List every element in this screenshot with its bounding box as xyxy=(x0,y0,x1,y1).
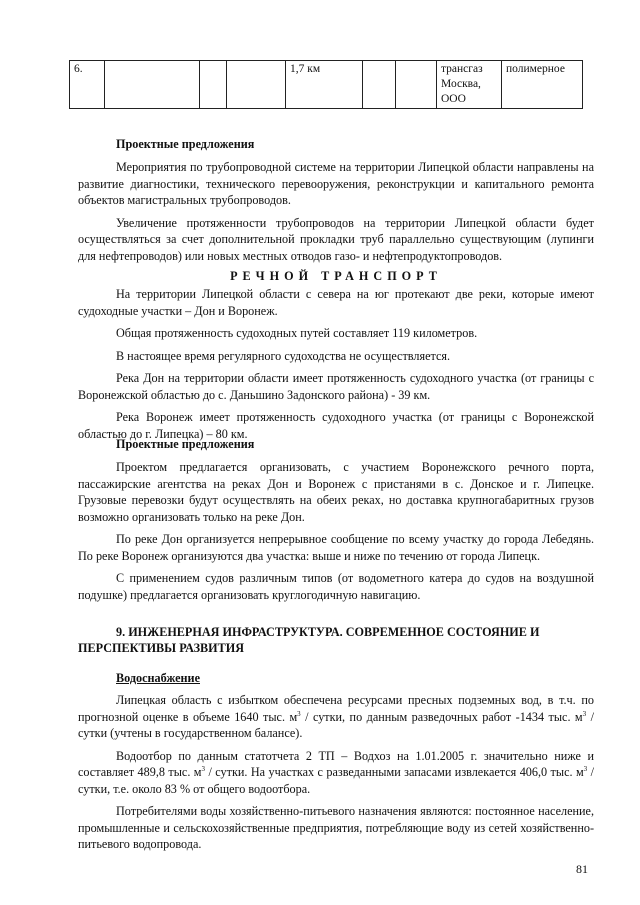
superscript: 3 xyxy=(583,765,588,773)
table-cell xyxy=(105,61,200,109)
superscript: 3 xyxy=(582,709,587,718)
paragraph: Проектом предлагается организовать, с участием Воронежского речного порта, пассажирские агентства на реках Дон и Воронеж с пристанями в с. Донское и г. Липецке. Грузовые перевозки будут осуществлять на обеих реках, но доставка крупногабаритных грузов возможно организовать только на реке Дон. xyxy=(78,460,594,524)
river-transport xyxy=(78,268,594,442)
page-number: 81 xyxy=(576,862,588,876)
superscript: 3 xyxy=(297,709,301,718)
paragraph xyxy=(78,692,594,742)
text-run: Липецкая область с избытком обеспечена ресурсами пресных подземных вод, в т.ч. по прогнозной оценке в объеме 1640 тыс. м xyxy=(78,693,594,724)
table-cell: 6. xyxy=(70,61,105,109)
subsection-heading: Водоснабжение xyxy=(116,671,200,685)
paragraph xyxy=(78,748,594,798)
paragraph: Река Воронеж имеет протяженность судоходного участка (от границы с Воронежской областью до г. Липецка) – 80 км. xyxy=(78,410,594,441)
table-cell: 1,7 км xyxy=(286,61,363,109)
text-run: / сутки, по данным разведочных работ -1434 тыс. м xyxy=(300,709,583,724)
table-cell xyxy=(200,61,227,109)
table-cell: трансгаз Москва, ООО xyxy=(437,61,502,109)
paragraph: С применением судов различным типов (от водометного катера до судов на воздушной подушке) предлагается организовать круглогодичную навигацию. xyxy=(78,571,594,602)
paragraph: Потребителями воды хозяйственно-питьевого назначения являются: постоянное население, промышленные и сельскохозяйственные предприятия, потребляющие воду из сетей хозяйственно-питьевого водопровода. xyxy=(78,804,594,851)
table-cell: полимерное xyxy=(502,61,583,109)
section-heading: РЕЧНОЙ ТРАНСПОРТ xyxy=(230,269,442,283)
paragraph: Река Дон на территории области имеет протяженность судоходного участка (от границы с Воронежской областью до с. Даньшино Задонского района) - 39 км. xyxy=(78,371,594,402)
table-row xyxy=(70,61,583,109)
superscript: 3 xyxy=(201,765,206,773)
river-proposals xyxy=(78,436,594,603)
paragraph: В настоящее время регулярного судоходства не осуществляется. xyxy=(116,348,451,363)
section-heading: Проектные предложения xyxy=(116,137,255,151)
paragraph: Общая протяженность судоходных путей составляет 119 километров. xyxy=(116,326,478,340)
paragraph: Мероприятия по трубопроводной системе на территории Липецкой области направлены на развитие диагностики, технического перевооружения, реконструкции и капитального ремонта объектов магистральных трубопроводов. xyxy=(78,160,594,207)
section-heading: Проектные предложения xyxy=(116,437,255,451)
table-cell xyxy=(363,61,396,109)
chapter-heading: 9. ИНЖЕНЕРНАЯ ИНФРАСТРУКТУРА. СОВРЕМЕННОЕ СОСТОЯНИЕ И ПЕРСПЕКТИВЫ РАЗВИТИЯ xyxy=(78,625,540,655)
text-run: Водоотбор по данным статотчета 2 ТП – Водхоз на 1.01.2005 г. значительно ниже и составляет 489,8 тыс. м xyxy=(78,748,594,779)
paragraph: Увеличение протяженности трубопроводов на территории Липецкой области будет осуществляться за счет дополнительной прокладки труб параллельно существующим (лупинги для нефтепроводов) или новых местных отводов газо- и нефтепродуктопроводов. xyxy=(78,215,594,263)
engineering-infrastructure xyxy=(78,624,594,853)
paragraph: На территории Липецкой области с севера на юг протекают две реки, которые имеют судоходные участки – Дон и Воронеж. xyxy=(78,287,594,318)
table-cell xyxy=(396,61,437,109)
paragraph: По реке Дон организуется непрерывное сообщение по всему участку до города Лебедянь. По реке Воронеж организуются два участка: выше и ниже по течению от города Липецк. xyxy=(78,532,594,563)
pipeline-proposals xyxy=(78,136,594,264)
text-run: / сутки (учтены в государственном балансе). xyxy=(78,709,594,740)
table-cell xyxy=(227,61,286,109)
text-run: / сутки, т.е. около 83 % от общего водоотбора. xyxy=(78,765,594,796)
data-table xyxy=(69,60,583,109)
text-run: / сутки. На участках с разведанными запасами извлекается 406,0 тыс. м xyxy=(205,765,584,779)
